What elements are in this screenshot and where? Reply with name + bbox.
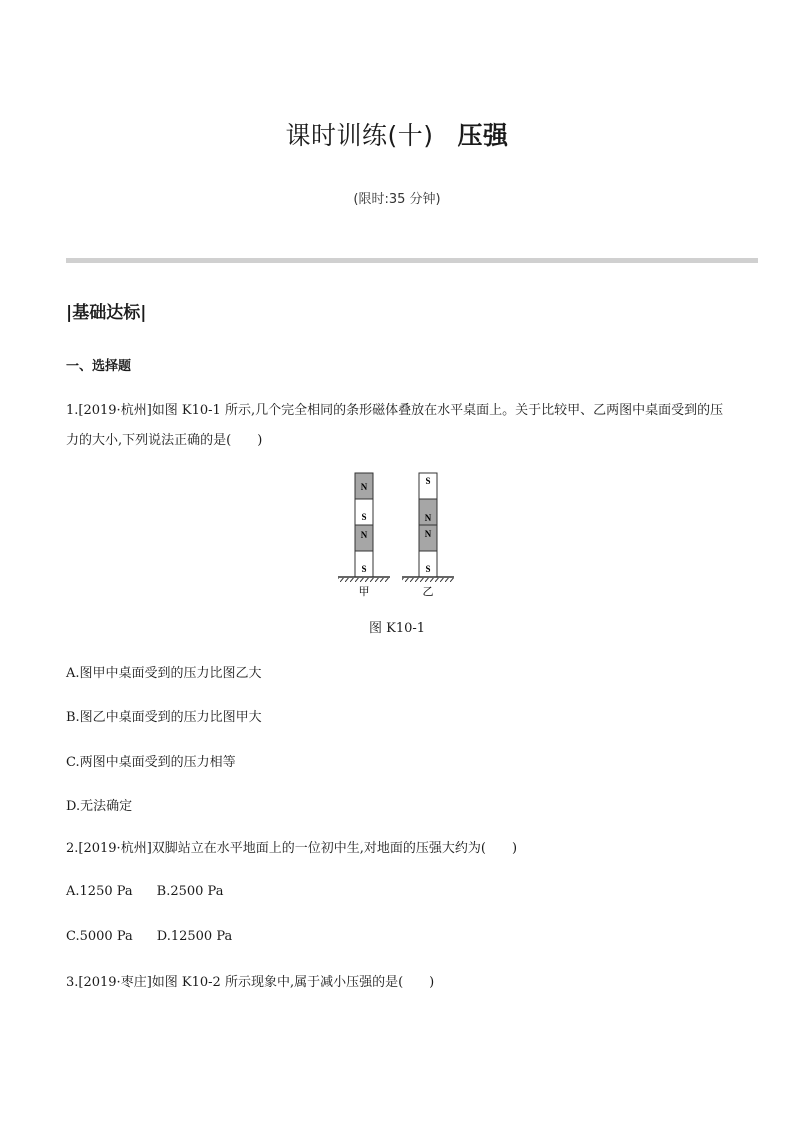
pole-label: N — [424, 529, 432, 539]
question-1-text: 1.[2019·杭州]如图 K10-1 所示,几个完全相同的条形磁体叠放在水平桌面上。关于比较甲、乙两图中桌面受到的压力的大小,下列说法正确的是( ) — [66, 403, 724, 448]
magnet-figure — [330, 468, 470, 607]
pole-label: S — [361, 512, 367, 522]
time-limit: (限时:35 分钟) — [353, 192, 441, 207]
figure-caption: 图 K10-1 — [368, 621, 426, 636]
option-b[interactable]: B.图乙中桌面受到的压力比图甲大 — [66, 710, 262, 725]
divider — [66, 258, 758, 263]
option-a[interactable]: A.图甲中桌面受到的压力比图乙大 — [66, 666, 262, 681]
left-figure-label: 甲 — [358, 585, 370, 598]
right-magnet-stack — [402, 473, 454, 598]
question-2-text: 2.[2019·杭州]双脚站立在水平地面上的一位初中生,对地面的压强大约为( ) — [66, 841, 518, 856]
pole-label: N — [424, 513, 432, 523]
left-magnet-stack — [338, 473, 390, 598]
pole-label: S — [361, 564, 367, 574]
option-c[interactable]: C.5000 Pa — [66, 929, 133, 944]
option-c[interactable]: C.两图中桌面受到的压力相等 — [66, 755, 236, 770]
subsection-heading: 一、选择题 — [66, 359, 132, 374]
option-a[interactable]: A.1250 Pa — [66, 884, 133, 899]
pole-label: N — [360, 530, 368, 540]
right-figure-label: 乙 — [422, 585, 434, 598]
pole-label: S — [425, 476, 431, 486]
lesson-title: 课时训练(十) — [285, 121, 434, 150]
option-d[interactable]: D.无法确定 — [66, 799, 133, 814]
question-3-text: 3.[2019·枣庄]如图 K10-2 所示现象中,属于减小压强的是( ) — [66, 975, 435, 990]
section-heading: |基础达标| — [66, 303, 147, 323]
question-2-options-row-2 — [66, 929, 232, 944]
page-title — [0, 116, 794, 152]
option-b[interactable]: B.2500 Pa — [156, 884, 224, 899]
question-2-options-row-1 — [66, 884, 223, 899]
topic-title: 压强 — [457, 121, 509, 150]
pole-label: N — [360, 482, 368, 492]
right-table-hatch — [402, 578, 454, 582]
left-table-hatch — [338, 578, 390, 582]
magnet-diagram — [330, 468, 470, 603]
option-d[interactable]: D.12500 Pa — [156, 929, 233, 944]
pole-label: S — [425, 564, 431, 574]
